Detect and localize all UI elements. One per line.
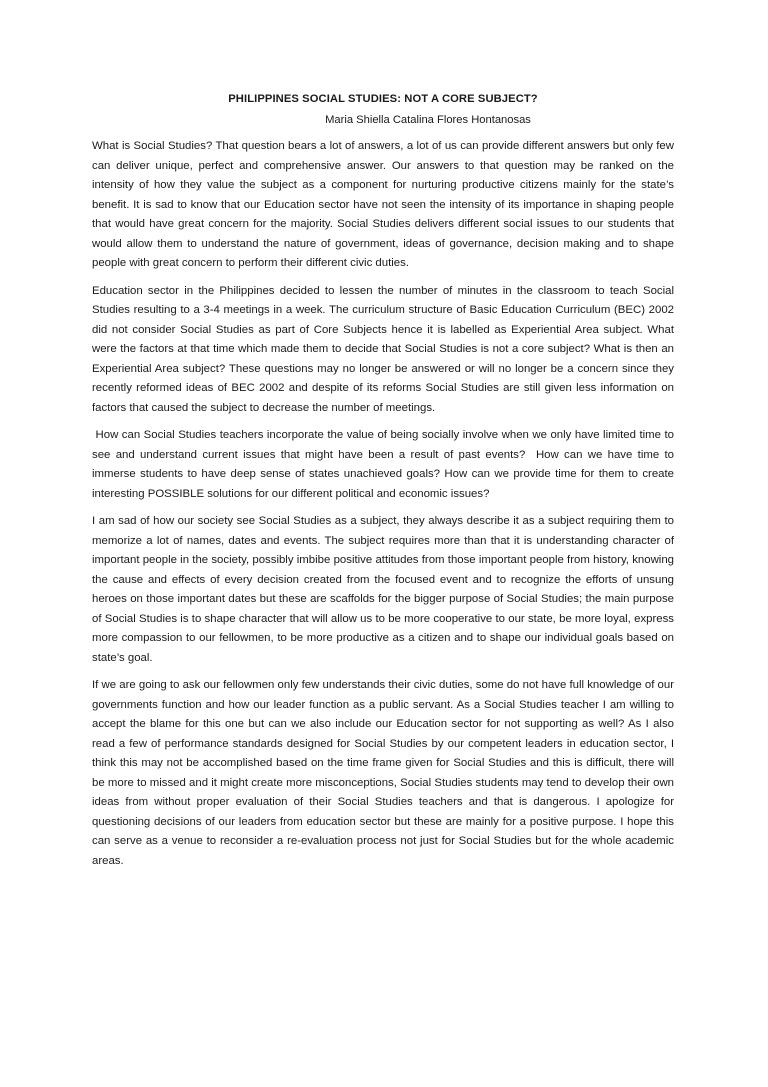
document-title: PHILIPPINES SOCIAL STUDIES: NOT A CORE SUBJECT?: [228, 93, 538, 105]
paragraph-2: Education sector in the Philippines decided to lessen the number of minutes in the classroom to teach Social Studies resulting to a 3-4 meetings in a week. The curriculum structure of Basic Education Curriculum (BEC) 2002 did not consider Social Studies as part of Core Subjects hence it is labelled as Experiential Area subject. What were the factors at that time which made them to decide that Social Studies is not a core subject? What is then an Experiential Area subject? These questions may no longer be answered or will no longer be a concern since they recently reformed ideas of BEC 2002 and despite of its reforms Social Studies are still given less information on factors that caused the subject to decrease the number of meetings.: [92, 284, 674, 414]
paragraph-4: I am sad of how our society see Social Studies as a subject, they always describe it as a subject requiring them to memorize a lot of names, dates and events. The subject requires more than that it is understanding character of important people in the society, possibly imbibe positive attitudes from those important people from history, knowing the cause and effects of every decision created from the focused event and to recognize the efforts of unsung heroes on those important dates but these are scaffolds for the bigger purpose of Social Studies; the main purpose of Social Studies is to shape character that will allow us to be more cooperative to our state, be more loyal, express more compassion to our fellowmen, to be more productive as a citizen and to shape our individual goals based on state’s goal.: [92, 515, 674, 664]
paragraph-5: If we are going to ask our fellowmen only few understands their civic duties, some do not have full knowledge of our governments function and how our leader function as a public servant. As a Social Studies teacher I am willing to accept the blame for this one but can we also include our Education sector for not supporting as well? As I also read a few of performance standards designed for Social Studies by our competent leaders in education sector, I think this may not be accomplished based on the time frame given for Social Studies and this is difficult, there will be more to missed and it might create more misconceptions, Social Studies students may tend to develop their own ideas from without proper evaluation of their Social Studies teachers and that is dangerous. I apologize for questioning decisions of our leaders from education sector but these are mainly for a positive purpose. I hope this can serve as a venue to reconsider a re-evaluation process not just for Social Studies but for the whole academic areas.: [92, 679, 674, 867]
document-author: Maria Shiella Catalina Flores Hontanosas: [325, 114, 531, 126]
paragraph-3: How can Social Studies teachers incorporate the value of being socially involve when we only have limited time to see and understand current issues that might have been a result of past events? How can we have time to immerse students to have deep sense of states unachieved goals? How can we provide time for them to create interesting POSSIBLE solutions for our different political and economic issues?: [92, 429, 678, 500]
paragraph-1: What is Social Studies? That question bears a lot of answers, a lot of us can provide different answers but only few can deliver unique, perfect and comprehensive answer. Our answers to that question may be ranked on the intensity of how they value the subject as a component for nurturing productive citizens mainly for the state’s benefit. It is sad to know that our Education sector have not seen the intensity of its importance in shaping people that would have great concern for the majority. Social Studies delivers different social issues to our students that would allow them to understand the nature of government, ideas of governance, decision making and to shape people with great concern to perform their different civic duties.: [92, 140, 674, 269]
